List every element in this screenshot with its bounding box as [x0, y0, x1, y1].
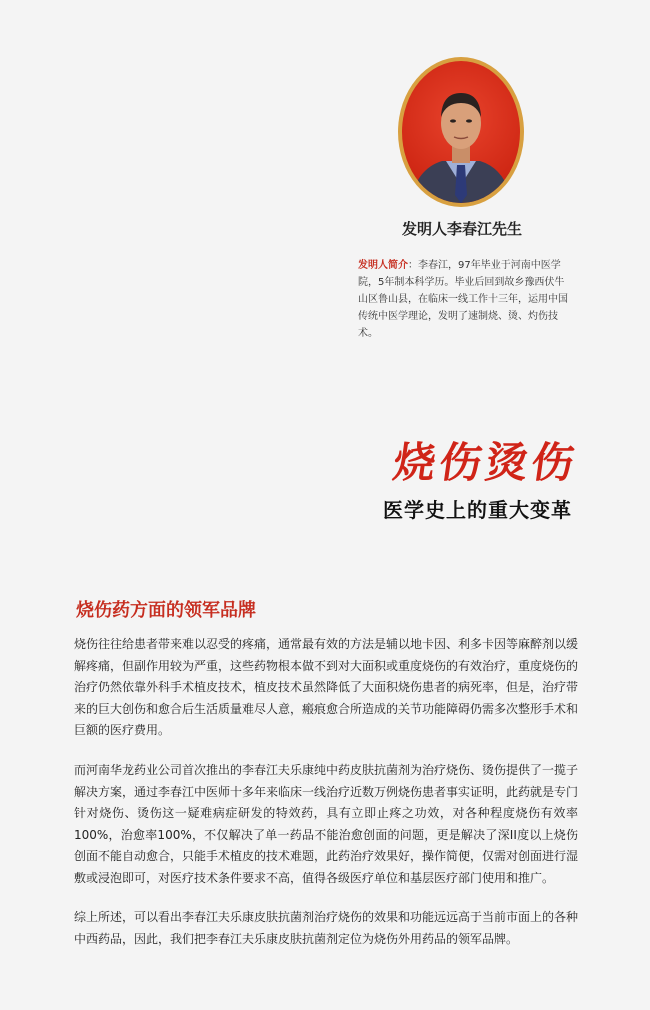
inventor-bio	[358, 257, 572, 342]
portrait-figure-icon	[402, 61, 520, 203]
body-paragraph-2	[74, 760, 578, 889]
body-paragraph-3	[74, 907, 578, 950]
paragraph-text: 综上所述，可以看出李春江夫乐康皮肤抗菌剂治疗烧伤的效果和功能远远高于当前市面上的各种中西药品，因此，我们把李春江夫乐康皮肤抗菌剂定位为烧伤外用药品的领军品牌。	[74, 910, 579, 946]
headline-title: 烧伤烫伤	[390, 438, 582, 487]
paragraph-text: 烧伤往往给患者带来难以忍受的疼痛，通常最有效的方法是辅以地卡因、利多卡因等麻醉剂以缓解疼痛，但副作用较为严重，这些药物根本做不到对大面积或重度烧伤的有效治疗，重度烧伤的治疗仍然依靠外科手术植皮技术，植皮技术虽然降低了大面积烧伤患者的病死率，但是，治疗带来的巨大创伤和愈合后生活质量难尽人意，瘢痕愈合所造成的关节功能障碍仍需多次整形手术和巨额的医疗费用。	[74, 637, 579, 737]
bio-label: 发明人简介	[358, 260, 408, 271]
inventor-portrait-frame	[398, 57, 524, 207]
bio-text: ：李春江，97年毕业于河南中医学院，5年制本科学历。毕业后回到故乡豫西伏牛山区鲁山县，在临床一线工作十三年，运用中国传统中医学理论，发明了速制烧、烫、灼伤技术。	[358, 260, 568, 339]
body-paragraph-1	[74, 634, 578, 742]
paragraph-text: 而河南华龙药业公司首次推出的李春江夫乐康纯中药皮肤抗菌剂为治疗烧伤、烫伤提供了一揽子解决方案，通过李春江中医师十多年来临床一线治疗近数万例烧伤患者事实证明，此药就是专门针对烧伤、烫伤这一疑难病症研发的特效药，具有立即止疼之功效，对各种程度烧伤有效率100%，治愈率100%，不仅解决了单一药品不能治愈创面的问题，更是解决了深II度以上烧伤创面不能自动愈合，只能手术植皮的技术难题，此药治疗效果好，操作简便，仅需对创面进行湿敷或浸泡即可，对医疗技术条件要求不高，值得各级医疗单位和基层医疗部门使用和推广。	[74, 763, 579, 885]
inventor-caption: 发明人李春江先生	[401, 220, 522, 238]
headline-subtitle: 医学史上的重大变革	[383, 498, 572, 522]
section-title: 烧伤药方面的领军品牌	[76, 600, 256, 621]
inventor-portrait	[402, 61, 520, 203]
